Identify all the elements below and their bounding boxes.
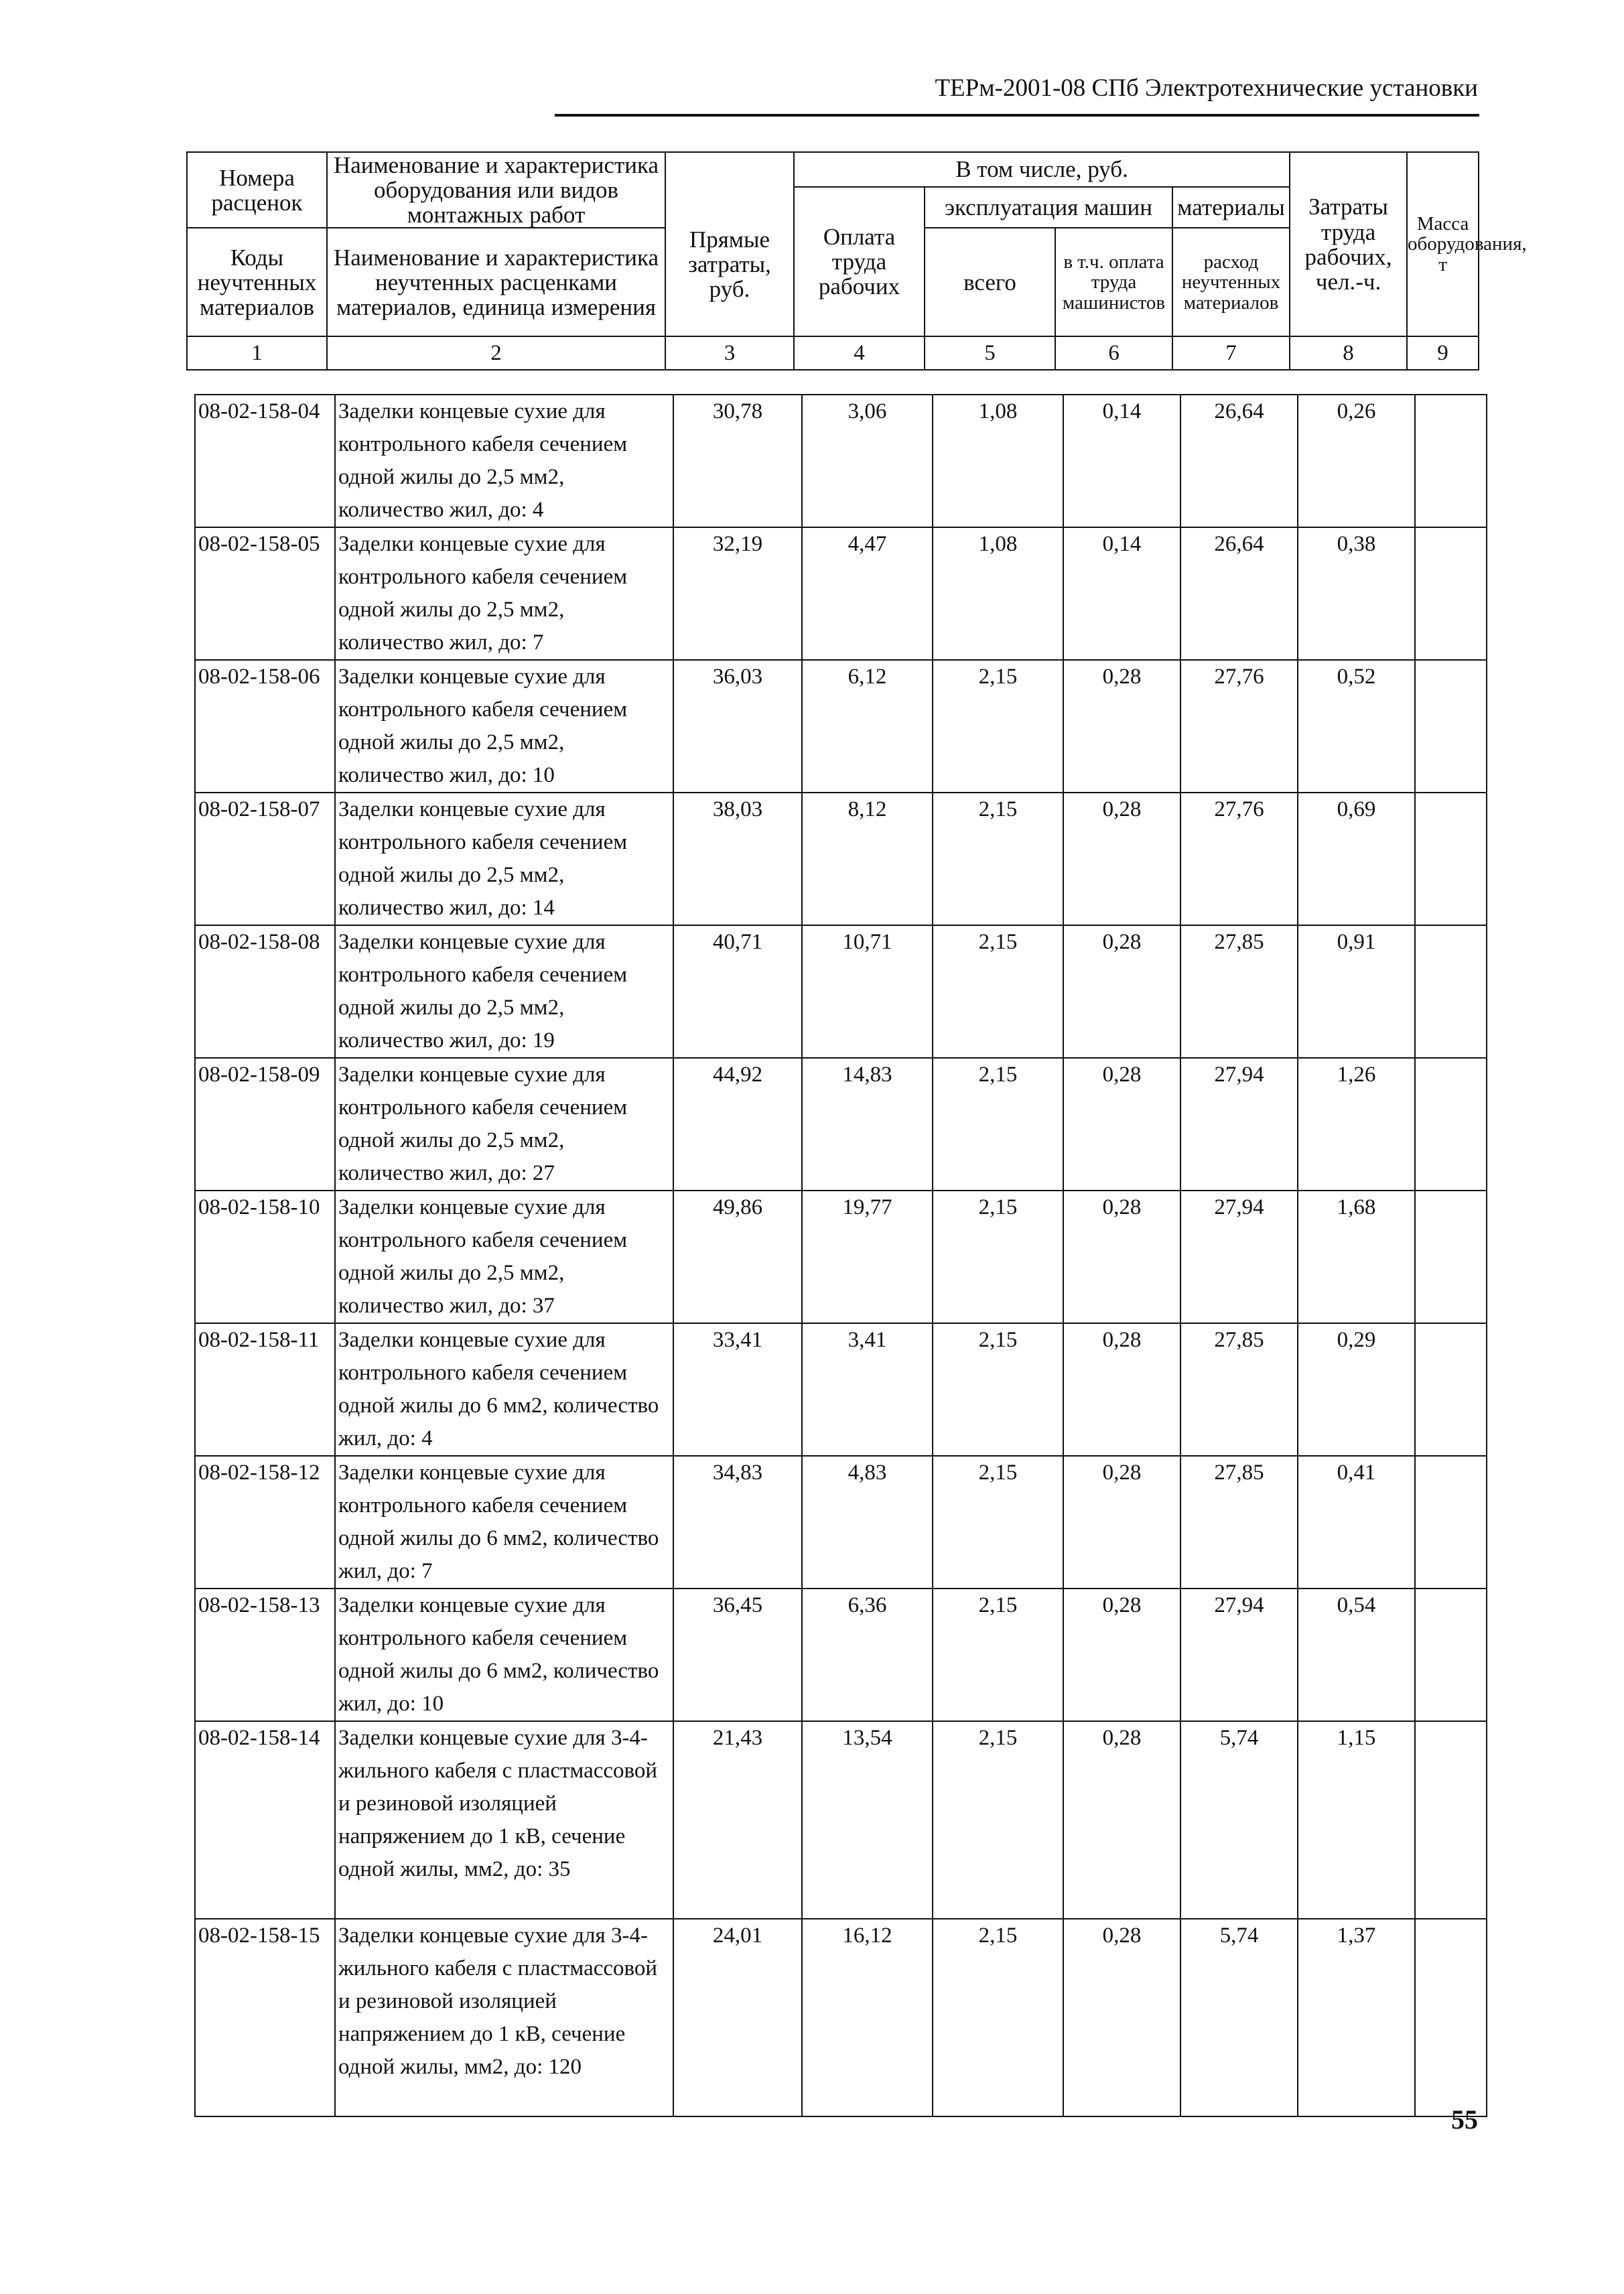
rate-code: 08-02-158-13 (195, 1589, 335, 1721)
operator-wages-value: 0,28 (1063, 660, 1180, 793)
table-row (195, 527, 1487, 660)
operator-wages-value: 0,14 (1063, 395, 1180, 527)
labor-hours-value: 0,41 (1298, 1456, 1415, 1589)
column-number: 8 (1290, 336, 1407, 370)
worker-wages-value: 4,47 (802, 527, 933, 660)
column-number: 9 (1407, 336, 1479, 370)
direct-costs-value: 49,86 (673, 1191, 802, 1323)
table-row (195, 793, 1487, 925)
materials-value: 5,74 (1180, 1721, 1298, 1919)
equipment-mass-value (1415, 1721, 1487, 1919)
worker-wages-value: 14,83 (802, 1058, 933, 1191)
machines-total-value: 2,15 (933, 925, 1063, 1058)
direct-costs-value: 44,92 (673, 1058, 802, 1191)
worker-wages-value: 6,12 (802, 660, 933, 793)
table-row (195, 660, 1487, 793)
header-unaccounted-codes: Коды неучтенных материалов (187, 228, 327, 336)
header-labor-hours: Затраты труда рабочих, чел.-ч. (1290, 152, 1407, 336)
worker-wages-value: 13,54 (802, 1721, 933, 1919)
operator-wages-value: 0,28 (1063, 1456, 1180, 1589)
materials-value: 5,74 (1180, 1919, 1298, 2116)
header-equipment-mass: Масса оборудования, т (1407, 152, 1479, 336)
worker-wages-value: 8,12 (802, 793, 933, 925)
labor-hours-value: 1,15 (1298, 1721, 1415, 1919)
header-rate-numbers: Номера расценок (187, 152, 327, 228)
equipment-mass-value (1415, 1919, 1487, 2116)
work-description: Заделки концевые сухие для контрольного кабеля сечением одной жилы до 6 мм2, количество жил, до: 10 (335, 1589, 673, 1721)
worker-wages-value: 3,06 (802, 395, 933, 527)
equipment-mass-value (1415, 527, 1487, 660)
operator-wages-value: 0,14 (1063, 527, 1180, 660)
table-row (195, 1721, 1487, 1919)
rate-code: 08-02-158-06 (195, 660, 335, 793)
header-rule (555, 114, 1479, 117)
equipment-mass-value (1415, 660, 1487, 793)
labor-hours-value: 0,69 (1298, 793, 1415, 925)
materials-value: 27,94 (1180, 1058, 1298, 1191)
direct-costs-value: 30,78 (673, 395, 802, 527)
table-row (195, 1919, 1487, 2116)
equipment-mass-value (1415, 1323, 1487, 1456)
materials-value: 27,94 (1180, 1191, 1298, 1323)
table-row (195, 1058, 1487, 1191)
rate-code: 08-02-158-04 (195, 395, 335, 527)
column-number: 3 (665, 336, 794, 370)
header-machines-total: всего (925, 228, 1055, 336)
machines-total-value: 2,15 (933, 793, 1063, 925)
materials-value: 26,64 (1180, 527, 1298, 660)
equipment-mass-value (1415, 395, 1487, 527)
materials-value: 27,76 (1180, 660, 1298, 793)
machines-total-value: 2,15 (933, 1919, 1063, 2116)
direct-costs-value: 24,01 (673, 1919, 802, 2116)
table-row (195, 1323, 1487, 1456)
table-row (195, 1191, 1487, 1323)
work-description: Заделки концевые сухие для контрольного кабеля сечением одной жилы до 2,5 мм2, количество жил, до: 7 (335, 527, 673, 660)
materials-value: 27,85 (1180, 1323, 1298, 1456)
equipment-mass-value (1415, 1058, 1487, 1191)
labor-hours-value: 0,29 (1298, 1323, 1415, 1456)
table-row (195, 1589, 1487, 1721)
labor-hours-value: 1,68 (1298, 1191, 1415, 1323)
rate-code: 08-02-158-15 (195, 1919, 335, 2116)
worker-wages-value: 3,41 (802, 1323, 933, 1456)
direct-costs-value: 36,03 (673, 660, 802, 793)
header-materials: материалы (1172, 187, 1290, 228)
rate-code: 08-02-158-08 (195, 925, 335, 1058)
direct-costs-value: 21,43 (673, 1721, 802, 1919)
direct-costs-value: 40,71 (673, 925, 802, 1058)
header-direct-costs: Прямые затраты, руб. (665, 152, 794, 336)
rates-table (194, 394, 1487, 2117)
rate-code: 08-02-158-09 (195, 1058, 335, 1191)
worker-wages-value: 6,36 (802, 1589, 933, 1721)
machines-total-value: 1,08 (933, 395, 1063, 527)
table-row (195, 1456, 1487, 1589)
column-number: 2 (327, 336, 665, 370)
operator-wages-value: 0,28 (1063, 1589, 1180, 1721)
machines-total-value: 2,15 (933, 660, 1063, 793)
header-including-group: В том числе, руб. (794, 152, 1290, 187)
header-worker-wages: Оплата труда рабочих (794, 187, 925, 336)
equipment-mass-value (1415, 793, 1487, 925)
worker-wages-value: 16,12 (802, 1919, 933, 2116)
table-row (195, 925, 1487, 1058)
worker-wages-value: 19,77 (802, 1191, 933, 1323)
equipment-mass-value (1415, 1589, 1487, 1721)
direct-costs-value: 38,03 (673, 793, 802, 925)
equipment-mass-value (1415, 925, 1487, 1058)
equipment-mass-value (1415, 1191, 1487, 1323)
header-operator-wages: в т.ч. оплата труда машинистов (1055, 228, 1172, 336)
operator-wages-value: 0,28 (1063, 1323, 1180, 1456)
rate-code: 08-02-158-07 (195, 793, 335, 925)
machines-total-value: 2,15 (933, 1589, 1063, 1721)
column-number: 4 (794, 336, 925, 370)
machines-total-value: 2,15 (933, 1456, 1063, 1589)
column-number: 1 (187, 336, 327, 370)
machines-total-value: 1,08 (933, 527, 1063, 660)
machines-total-value: 2,15 (933, 1323, 1063, 1456)
work-description: Заделки концевые сухие для контрольного кабеля сечением одной жилы до 2,5 мм2, количество жил, до: 19 (335, 925, 673, 1058)
rate-code: 08-02-158-10 (195, 1191, 335, 1323)
page-number: 55 (1451, 2104, 1478, 2135)
materials-value: 27,85 (1180, 925, 1298, 1058)
operator-wages-value: 0,28 (1063, 1919, 1180, 2116)
machines-total-value: 2,15 (933, 1191, 1063, 1323)
work-description: Заделки концевые сухие для контрольного кабеля сечением одной жилы до 2,5 мм2, количество жил, до: 4 (335, 395, 673, 527)
column-number: 5 (925, 336, 1055, 370)
header-machine-operation: эксплуатация машин (925, 187, 1172, 228)
labor-hours-value: 1,26 (1298, 1058, 1415, 1191)
rate-code: 08-02-158-11 (195, 1323, 335, 1456)
direct-costs-value: 33,41 (673, 1323, 802, 1456)
work-description: Заделки концевые сухие для контрольного кабеля сечением одной жилы до 6 мм2, количество жил, до: 4 (335, 1323, 673, 1456)
machines-total-value: 2,15 (933, 1058, 1063, 1191)
operator-wages-value: 0,28 (1063, 925, 1180, 1058)
column-number: 6 (1055, 336, 1172, 370)
column-number: 7 (1172, 336, 1290, 370)
worker-wages-value: 10,71 (802, 925, 933, 1058)
materials-value: 27,76 (1180, 793, 1298, 925)
rate-code: 08-02-158-12 (195, 1456, 335, 1589)
labor-hours-value: 0,54 (1298, 1589, 1415, 1721)
work-description: Заделки концевые сухие для 3-4-жильного кабеля с пластмассовой и резиновой изоляцией напряжением до 1 кВ, сечение одной жилы, мм2, до: 120 (335, 1919, 673, 2116)
labor-hours-value: 0,52 (1298, 660, 1415, 793)
work-description: Заделки концевые сухие для контрольного кабеля сечением одной жилы до 6 мм2, количество жил, до: 7 (335, 1456, 673, 1589)
rate-code: 08-02-158-14 (195, 1721, 335, 1919)
header-unaccounted-materials-consumption: расход неучтенных материалов (1172, 228, 1290, 336)
operator-wages-value: 0,28 (1063, 1191, 1180, 1323)
equipment-mass-value (1415, 1456, 1487, 1589)
document-header-title: ТЕРм-2001-08 СПб Электротехнические установки (935, 74, 1478, 102)
table-header (186, 151, 1527, 370)
work-description: Заделки концевые сухие для контрольного кабеля сечением одной жилы до 2,5 мм2, количество жил, до: 37 (335, 1191, 673, 1323)
work-description: Заделки концевые сухие для контрольного кабеля сечением одной жилы до 2,5 мм2, количество жил, до: 14 (335, 793, 673, 925)
labor-hours-value: 1,37 (1298, 1919, 1415, 2116)
work-description: Заделки концевые сухие для 3-4-жильного кабеля с пластмассовой и резиновой изоляцией напряжением до 1 кВ, сечение одной жилы, мм2, до: 35 (335, 1721, 673, 1919)
rate-code: 08-02-158-05 (195, 527, 335, 660)
direct-costs-value: 34,83 (673, 1456, 802, 1589)
labor-hours-value: 0,26 (1298, 395, 1415, 527)
operator-wages-value: 0,28 (1063, 793, 1180, 925)
header-work-name: Наименование и характеристика оборудования или видов монтажных работ (327, 152, 665, 228)
direct-costs-value: 36,45 (673, 1589, 802, 1721)
operator-wages-value: 0,28 (1063, 1058, 1180, 1191)
work-description: Заделки концевые сухие для контрольного кабеля сечением одной жилы до 2,5 мм2, количество жил, до: 10 (335, 660, 673, 793)
materials-value: 27,85 (1180, 1456, 1298, 1589)
work-description: Заделки концевые сухие для контрольного кабеля сечением одной жилы до 2,5 мм2, количество жил, до: 27 (335, 1058, 673, 1191)
worker-wages-value: 4,83 (802, 1456, 933, 1589)
materials-value: 27,94 (1180, 1589, 1298, 1721)
table-row (195, 395, 1487, 527)
labor-hours-value: 0,91 (1298, 925, 1415, 1058)
header-unaccounted-materials-name: Наименование и характеристика неучтенных расценками материалов, единица измерения (327, 228, 665, 336)
labor-hours-value: 0,38 (1298, 527, 1415, 660)
materials-value: 26,64 (1180, 395, 1298, 527)
direct-costs-value: 32,19 (673, 527, 802, 660)
machines-total-value: 2,15 (933, 1721, 1063, 1919)
operator-wages-value: 0,28 (1063, 1721, 1180, 1919)
